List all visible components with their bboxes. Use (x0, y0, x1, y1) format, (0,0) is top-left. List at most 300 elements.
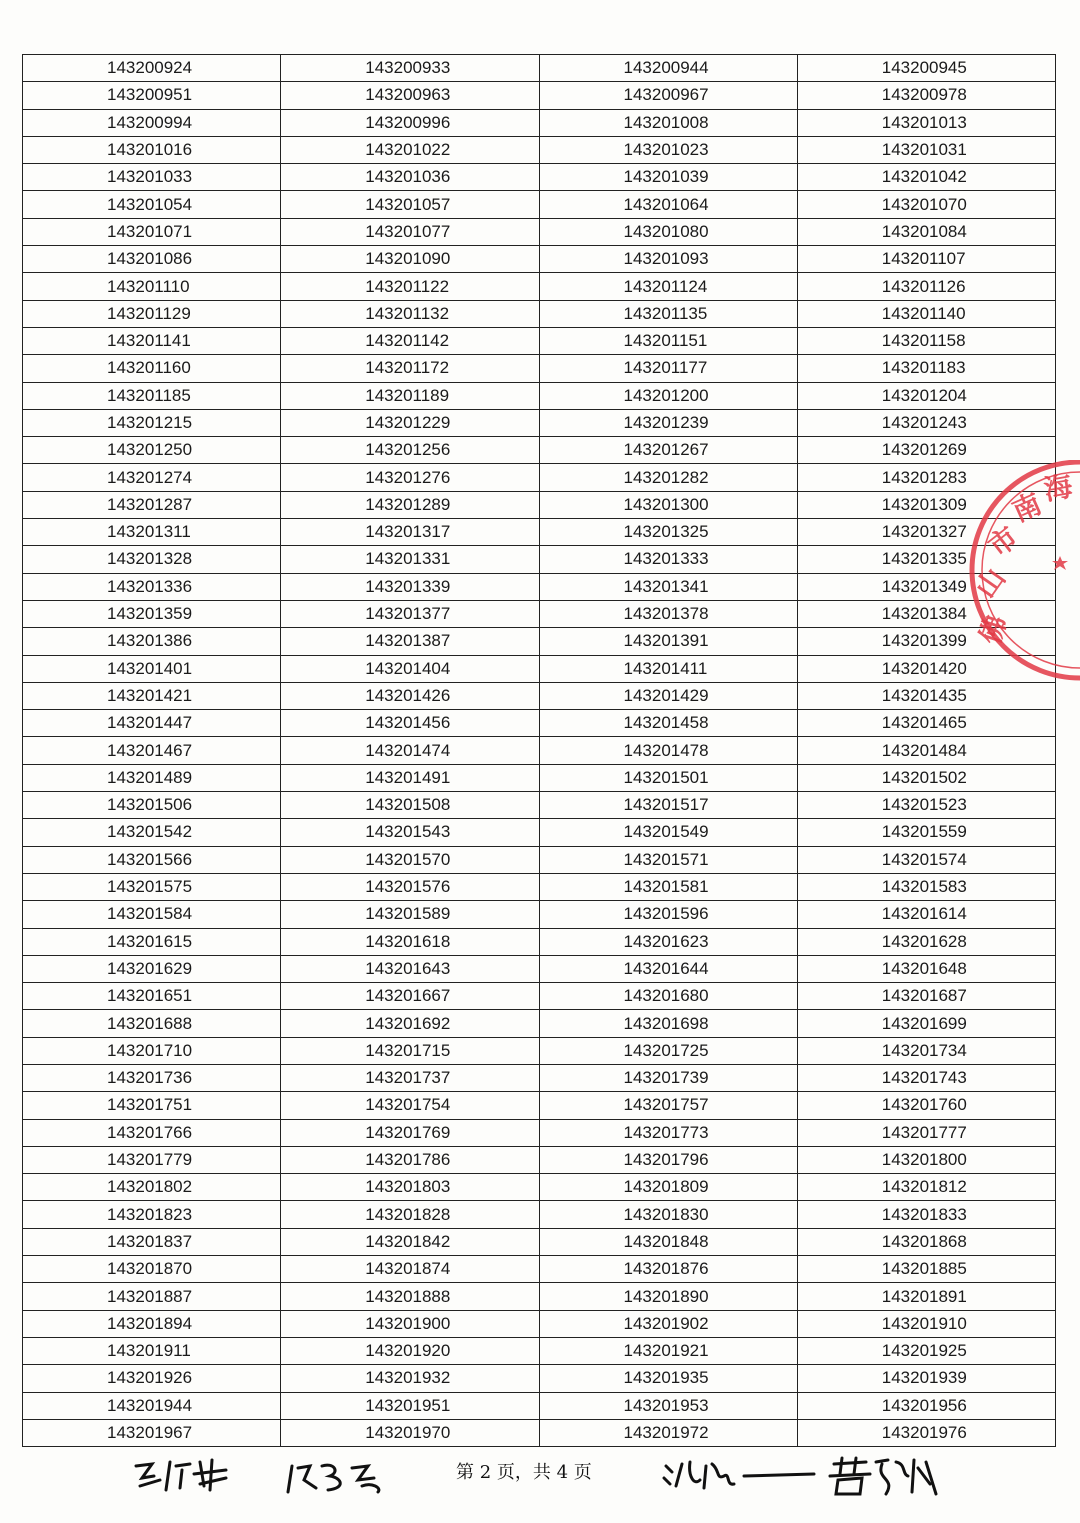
table-cell (797, 764, 1055, 791)
table-cell (281, 1283, 539, 1310)
cell-number: 143201715 (365, 1040, 451, 1060)
cell-number: 143201377 (365, 604, 451, 624)
table-cell (281, 1174, 539, 1201)
table-cell (539, 273, 797, 300)
cell-number: 143201458 (623, 713, 709, 733)
table-row (23, 55, 1056, 82)
table-cell (281, 928, 539, 955)
cell-number: 143201426 (365, 685, 451, 705)
table-row (23, 682, 1056, 709)
table-cell (797, 1119, 1055, 1146)
table-row (23, 710, 1056, 737)
table-row (23, 218, 1056, 245)
cell-number: 143201956 (881, 1395, 967, 1415)
cell-number: 143201086 (107, 249, 193, 269)
cell-number: 143201967 (107, 1422, 193, 1442)
signature-2 (282, 1458, 402, 1498)
cell-number: 143201489 (107, 767, 193, 787)
cell-number: 143201769 (365, 1122, 451, 1142)
table-cell (797, 218, 1055, 245)
table-cell (797, 873, 1055, 900)
table-cell (281, 55, 539, 82)
table-cell (797, 1201, 1055, 1228)
cell-number: 143201022 (365, 140, 451, 160)
table-cell (797, 1092, 1055, 1119)
table-cell (797, 737, 1055, 764)
cell-number: 143201583 (881, 877, 967, 897)
cell-number: 143201737 (365, 1068, 451, 1088)
table-cell (797, 1228, 1055, 1255)
cell-number: 143201644 (623, 958, 709, 978)
table-row (23, 327, 1056, 354)
cell-number: 143201643 (365, 958, 451, 978)
cell-number: 143201008 (623, 112, 709, 132)
table-row (23, 1119, 1056, 1146)
table-cell (797, 819, 1055, 846)
table-cell (539, 1119, 797, 1146)
cell-number: 143201359 (107, 604, 193, 624)
table-cell (23, 819, 281, 846)
cell-number: 143201411 (623, 658, 708, 678)
cell-number: 143201687 (881, 986, 967, 1006)
table-cell (23, 710, 281, 737)
table-cell (539, 491, 797, 518)
cell-number: 143201084 (881, 221, 967, 241)
table-cell (539, 464, 797, 491)
official-seal (962, 460, 1080, 700)
table-cell (23, 300, 281, 327)
cell-number: 143201183 (881, 358, 966, 378)
cell-number: 143201269 (881, 440, 967, 460)
table-cell (539, 764, 797, 791)
cell-number: 143200994 (107, 112, 193, 132)
table-cell (23, 409, 281, 436)
cell-number: 143201757 (623, 1095, 709, 1115)
table-cell (281, 1201, 539, 1228)
table-cell (281, 519, 539, 546)
cell-number: 143201921 (623, 1341, 709, 1361)
cell-number: 143201786 (365, 1150, 451, 1170)
table-cell (23, 191, 281, 218)
table-cell (281, 1337, 539, 1364)
table-cell (23, 1392, 281, 1419)
cell-number: 143201243 (881, 413, 967, 432)
table-row (23, 82, 1056, 109)
table-row (23, 273, 1056, 300)
page-footer (0, 1452, 1080, 1502)
table-row (23, 491, 1056, 518)
svg-text:南: 南 (1007, 486, 1047, 529)
table-cell (797, 1146, 1055, 1173)
cell-number: 143201401 (107, 658, 193, 678)
cell-number: 143201667 (365, 986, 451, 1006)
table-cell (797, 109, 1055, 136)
table-cell (23, 136, 281, 163)
table-row (23, 109, 1056, 136)
table-cell (797, 55, 1055, 82)
table-cell (539, 1037, 797, 1064)
table-row (23, 1092, 1056, 1119)
table-cell (281, 573, 539, 600)
table-cell (539, 1092, 797, 1119)
table-row (23, 164, 1056, 191)
cell-number: 143201172 (365, 358, 450, 378)
table-cell (539, 682, 797, 709)
cell-number: 143201215 (107, 413, 193, 432)
cell-number: 143201282 (623, 467, 709, 487)
cell-number: 143201300 (623, 494, 709, 514)
cell-number: 143201574 (881, 849, 967, 869)
table-cell (539, 55, 797, 82)
cell-number: 143201429 (623, 685, 709, 705)
table-cell (281, 1037, 539, 1064)
cell-number: 143201777 (881, 1122, 967, 1142)
table-cell (539, 655, 797, 682)
table-row (23, 246, 1056, 273)
table-cell (797, 246, 1055, 273)
table-cell (797, 846, 1055, 873)
table-cell (23, 164, 281, 191)
table-cell (23, 1337, 281, 1364)
cell-number: 143201951 (365, 1395, 451, 1415)
cell-number: 143201779 (107, 1150, 193, 1170)
table-row (23, 1010, 1056, 1037)
table-cell (539, 327, 797, 354)
table-cell (23, 464, 281, 491)
cell-number: 143201016 (107, 140, 193, 160)
svg-text:海: 海 (1041, 469, 1075, 507)
table-cell (281, 873, 539, 900)
cell-number: 143201465 (881, 713, 967, 733)
table-cell (23, 1037, 281, 1064)
table-cell (281, 846, 539, 873)
cell-number: 143201523 (881, 795, 967, 815)
cell-number: 143201754 (365, 1095, 451, 1115)
cell-number: 143201932 (365, 1368, 451, 1388)
cell-number: 143201939 (881, 1368, 967, 1388)
cell-number: 143201596 (623, 904, 709, 924)
table-cell (23, 1174, 281, 1201)
cell-number: 143201274 (107, 467, 193, 487)
cell-number: 143201920 (365, 1341, 451, 1361)
cell-number: 143201327 (881, 522, 967, 542)
table-row (23, 1201, 1056, 1228)
table-cell (23, 109, 281, 136)
table-cell (539, 1392, 797, 1419)
cell-number: 143201812 (881, 1177, 967, 1197)
table-cell (23, 792, 281, 819)
cell-number: 143201648 (881, 958, 967, 978)
table-cell (797, 1365, 1055, 1392)
table-row (23, 1365, 1056, 1392)
table-cell (23, 928, 281, 955)
cell-number: 143201185 (107, 385, 191, 405)
cell-number: 143201828 (365, 1204, 451, 1224)
table-cell (539, 819, 797, 846)
cell-number: 143201926 (107, 1368, 193, 1388)
table-row (23, 737, 1056, 764)
table-cell (281, 1419, 539, 1446)
cell-number: 143201575 (107, 877, 193, 897)
table-cell (539, 164, 797, 191)
cell-number: 143201615 (107, 931, 193, 951)
table-cell (797, 164, 1055, 191)
cell-number: 143201576 (365, 877, 451, 897)
table-cell (797, 710, 1055, 737)
table-row (23, 300, 1056, 327)
cell-number: 143201478 (623, 740, 709, 760)
table-row (23, 764, 1056, 791)
page-number: 第 2 页，共 4 页 (456, 1462, 592, 1483)
table-cell (539, 1174, 797, 1201)
cell-number: 143201972 (623, 1422, 709, 1442)
table-cell (539, 901, 797, 928)
cell-number: 143201876 (623, 1259, 709, 1279)
table-cell (797, 1037, 1055, 1064)
cell-number: 143201126 (881, 276, 966, 296)
cell-number: 143201399 (881, 631, 967, 651)
table-cell (281, 1010, 539, 1037)
cell-number: 143201491 (365, 767, 451, 787)
table-cell (23, 273, 281, 300)
cell-number: 143201129 (107, 303, 191, 323)
cell-number: 143201935 (623, 1368, 709, 1388)
cell-number: 143201833 (881, 1204, 967, 1224)
table-row (23, 1337, 1056, 1364)
cell-number: 143201773 (623, 1122, 709, 1142)
cell-number: 143201287 (107, 494, 193, 514)
table-cell (797, 1337, 1055, 1364)
table-cell (23, 1064, 281, 1091)
table-cell (797, 327, 1055, 354)
table-cell (281, 109, 539, 136)
cell-number: 143201325 (623, 522, 709, 542)
cell-number: 143201013 (881, 112, 967, 132)
table-cell (23, 218, 281, 245)
table-cell (281, 218, 539, 245)
table-row (23, 382, 1056, 409)
table-cell (539, 136, 797, 163)
table-cell (539, 1337, 797, 1364)
table-row (23, 1392, 1056, 1419)
cell-number: 143201420 (881, 658, 967, 678)
table-cell (23, 1256, 281, 1283)
table-cell (281, 1092, 539, 1119)
table-row (23, 928, 1056, 955)
table-cell (23, 1092, 281, 1119)
cell-number: 143201142 (365, 331, 450, 351)
cell-number: 143201239 (623, 413, 709, 432)
cell-number: 143201042 (881, 167, 967, 187)
cell-number: 143201517 (623, 795, 709, 815)
table-cell (281, 901, 539, 928)
table-cell (797, 1310, 1055, 1337)
table-cell (281, 792, 539, 819)
table-cell (539, 846, 797, 873)
cell-number: 143201614 (881, 904, 967, 924)
cell-number: 143201651 (107, 986, 193, 1006)
table-cell (281, 1146, 539, 1173)
cell-number: 143201900 (365, 1313, 451, 1333)
cell-number: 143201204 (881, 385, 967, 405)
cell-number: 143201698 (623, 1013, 709, 1033)
cell-number: 143201760 (881, 1095, 967, 1115)
table-row (23, 1283, 1056, 1310)
table-row (23, 1146, 1056, 1173)
table-row (23, 600, 1056, 627)
cell-number: 143200944 (623, 58, 709, 78)
table-cell (539, 1365, 797, 1392)
table-cell (281, 628, 539, 655)
table-cell (281, 491, 539, 518)
cell-number: 143201837 (107, 1231, 193, 1251)
table-cell (23, 1419, 281, 1446)
table-row (23, 355, 1056, 382)
table-cell (539, 573, 797, 600)
table-row (23, 191, 1056, 218)
table-cell (23, 983, 281, 1010)
table-row (23, 464, 1056, 491)
table-cell (539, 191, 797, 218)
cell-number: 143201276 (365, 467, 451, 487)
svg-text:市: 市 (981, 520, 1025, 564)
table-cell (23, 55, 281, 82)
table-cell (281, 164, 539, 191)
cell-number: 143201680 (623, 986, 709, 1006)
table-cell (23, 1010, 281, 1037)
table-cell (281, 300, 539, 327)
cell-number: 143201256 (365, 440, 451, 460)
cell-number: 143200963 (365, 85, 451, 105)
cell-number: 143201800 (881, 1150, 967, 1170)
cell-number: 143201581 (623, 877, 709, 897)
table-cell (281, 600, 539, 627)
table-row (23, 873, 1056, 900)
cell-number: 143201571 (623, 849, 709, 869)
table-cell (281, 1365, 539, 1392)
cell-number: 143201200 (623, 385, 709, 405)
table-cell (23, 955, 281, 982)
table-row (23, 955, 1056, 982)
table-cell (281, 273, 539, 300)
table-row (23, 1037, 1056, 1064)
cell-number: 143201160 (107, 358, 191, 378)
table-cell (797, 300, 1055, 327)
number-table (22, 54, 1056, 1447)
table-cell (23, 573, 281, 600)
table-cell (539, 737, 797, 764)
cell-number: 143200945 (881, 58, 967, 78)
cell-number: 143201802 (107, 1177, 193, 1197)
table-cell (539, 600, 797, 627)
cell-number: 143200924 (107, 58, 193, 78)
table-cell (281, 82, 539, 109)
cell-number: 143201970 (365, 1422, 451, 1442)
cell-number: 143201071 (107, 221, 193, 241)
table-cell (797, 901, 1055, 928)
cell-number: 143201474 (365, 740, 451, 760)
cell-number: 143200978 (881, 85, 967, 105)
table-cell (797, 955, 1055, 982)
cell-number: 143201570 (365, 849, 451, 869)
cell-number: 143201688 (107, 1013, 193, 1033)
table-cell (539, 983, 797, 1010)
cell-number: 143201339 (365, 576, 451, 596)
table-cell (797, 1419, 1055, 1446)
cell-number: 143201508 (365, 795, 451, 815)
cell-number: 143201842 (365, 1231, 451, 1251)
cell-number: 143201023 (623, 140, 709, 160)
table-cell (797, 983, 1055, 1010)
cell-number: 143201848 (623, 1231, 709, 1251)
cell-number: 143201618 (365, 931, 451, 951)
table-cell (23, 437, 281, 464)
cell-number: 143201384 (881, 604, 967, 624)
table-body (23, 55, 1056, 1447)
table-cell (539, 109, 797, 136)
cell-number: 143201566 (107, 849, 193, 869)
cell-number: 143201710 (107, 1040, 193, 1060)
table-cell (281, 764, 539, 791)
table-cell (539, 218, 797, 245)
signature-1 (130, 1456, 250, 1496)
cell-number: 143201064 (623, 194, 709, 214)
cell-number: 143201589 (365, 904, 451, 924)
cell-number: 143201796 (623, 1150, 709, 1170)
cell-number: 143201135 (623, 303, 708, 323)
cell-number: 143201823 (107, 1204, 193, 1224)
cell-number: 143201803 (365, 1177, 451, 1197)
table-cell (281, 1119, 539, 1146)
cell-number: 143201283 (881, 467, 967, 487)
table-cell (797, 82, 1055, 109)
cell-number: 143201039 (623, 167, 709, 187)
table-cell (23, 1201, 281, 1228)
table-cell (797, 1256, 1055, 1283)
table-cell (23, 1146, 281, 1173)
table-cell (23, 1119, 281, 1146)
cell-number: 143201435 (881, 685, 967, 705)
cell-number: 143201584 (107, 904, 193, 924)
cell-number: 143201080 (623, 221, 709, 241)
table-cell (797, 382, 1055, 409)
cell-number: 143201894 (107, 1313, 193, 1333)
table-cell (539, 246, 797, 273)
table-cell (23, 1283, 281, 1310)
cell-number: 143201077 (365, 221, 451, 241)
cell-number: 143200996 (365, 112, 451, 132)
table-cell (23, 355, 281, 382)
cell-number: 143201502 (881, 767, 967, 787)
table-cell (539, 1310, 797, 1337)
cell-number: 143201090 (365, 249, 451, 269)
table-row (23, 1174, 1056, 1201)
cell-number: 143201124 (623, 276, 708, 296)
table-row (23, 983, 1056, 1010)
table-cell (281, 1256, 539, 1283)
table-row (23, 628, 1056, 655)
cell-number: 143201506 (107, 795, 193, 815)
table-row (23, 901, 1056, 928)
table-cell (797, 273, 1055, 300)
table-cell (23, 327, 281, 354)
cell-number: 143201093 (623, 249, 709, 269)
cell-number: 143201885 (881, 1259, 967, 1279)
table-cell (23, 655, 281, 682)
table-row (23, 819, 1056, 846)
cell-number: 143201070 (881, 194, 967, 214)
cell-number: 143201484 (881, 740, 967, 760)
